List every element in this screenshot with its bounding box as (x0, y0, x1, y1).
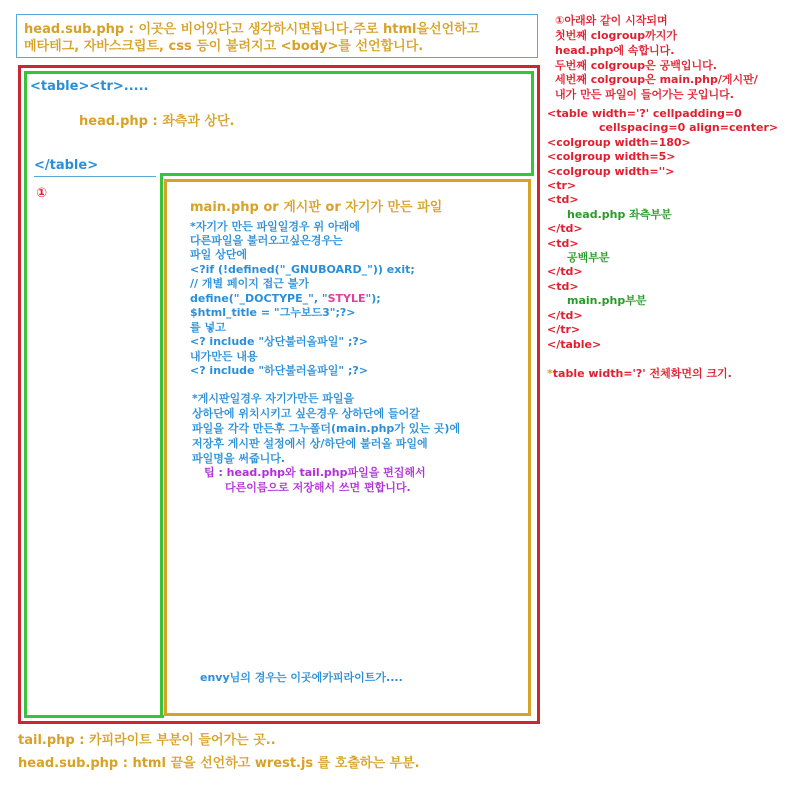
top-note-line-1: head.sub.php : 이곳은 비어있다고 생각하시면됩니다.주로 html을선언하고 (24, 22, 480, 37)
header-label: head.php : 좌측과 상단. (79, 114, 235, 129)
main-line: 다른파일을 불러오고싶은경우는 (190, 234, 343, 247)
header-marker: ① (36, 186, 48, 201)
code-line: 공백부분 (567, 251, 610, 264)
tail-note: tail.php : 카피라이트 부분이 들어가는 곳.. (18, 733, 276, 748)
define-suffix: "); (365, 292, 381, 305)
code-line: <colgroup width=''> (547, 165, 675, 178)
define-style: STYLE (327, 292, 366, 305)
board-line: 저장후 게시판 설정에서 상/하단에 불러올 파일에 (192, 437, 428, 450)
main-line: 를 넣고 (190, 321, 226, 334)
tip-line-1: 팁 : head.php와 tail.php파일을 편집해서 (204, 466, 426, 479)
code-line: <td> (547, 280, 579, 293)
header-close-tag: </table> (34, 158, 99, 173)
main-title: main.php or 게시판 or 자기가 만든 파일 (190, 200, 443, 215)
code-line: <td> (547, 237, 579, 250)
side-intro-line: 세번째 colgroup은 main.php/게시판/ (555, 73, 758, 86)
main-line: // 개별 페이지 접근 불가 (190, 277, 309, 290)
head-sub-end-note: head.sub.php : html 끝을 선언하고 wrest.js 를 호출하는 부분. (18, 756, 420, 771)
header-open-tag: <table><tr>..... (30, 79, 149, 94)
header-cell-bottom-border (160, 173, 534, 176)
board-line: 상하단에 위치시키고 싶은경우 상하단에 들어갈 (192, 407, 420, 420)
main-line: 내가만든 내용 (190, 350, 258, 363)
footnote-text: table width='?' 전체화면의 크기. (552, 367, 732, 380)
code-line: <colgroup width=180> (547, 136, 691, 149)
code-line: main.php부분 (567, 294, 647, 307)
code-line: <tr> (547, 179, 577, 192)
code-line: <table width='?' cellpadding=0 (547, 107, 742, 120)
main-line: *자기가 만든 파일일경우 위 아래에 (190, 220, 360, 233)
left-column-bottom-border (24, 715, 164, 718)
define-prefix: define("_DOCTYPE_", " (190, 292, 328, 305)
side-intro-line: ①아래와 같이 시작되며 (555, 14, 668, 27)
main-define-line (190, 293, 381, 304)
side-intro-line: head.php에 속합니다. (555, 44, 675, 57)
close-tag-underline (34, 176, 156, 177)
board-line: 파일을 각각 만든후 그누폴더(main.php가 있는 곳)에 (192, 422, 461, 435)
board-line: *게시판일경우 자기가만든 파일을 (192, 392, 355, 405)
side-intro-line: 내가 만든 파일이 들어가는 곳입니다. (555, 88, 734, 101)
code-line: head.php 좌측부분 (567, 208, 672, 221)
main-line: <?if (!defined("_GNUBOARD_")) exit; (190, 263, 415, 276)
tip-line-2: 다른이름으로 저장해서 쓰면 편합니다. (225, 481, 411, 494)
left-column-right-border (160, 173, 163, 718)
top-note-line-2: 메타테그, 자바스크립트, css 등이 불려지고 <body>를 선언합니다. (24, 39, 424, 54)
left-column-left-border (24, 173, 27, 718)
code-line: </table> (547, 338, 602, 351)
code-line: cellspacing=0 align=center> (599, 121, 779, 134)
code-line: </td> (547, 309, 583, 322)
code-line: </td> (547, 265, 583, 278)
side-intro-line: 두번째 colgroup은 공백입니다. (555, 59, 717, 72)
main-line: <? include "하단불러올파일" ;?> (190, 364, 368, 377)
side-intro-line: 첫번째 clogroup까지가 (555, 29, 677, 42)
code-line: </tr> (547, 323, 581, 336)
code-line: <td> (547, 193, 579, 206)
main-footer-note: envy님의 경우는 이곳에카피라이트가.... (200, 671, 403, 684)
main-line: $html_title = "그누보드3";?> (190, 306, 356, 319)
main-line: 파일 상단에 (190, 248, 247, 261)
code-line: </td> (547, 222, 583, 235)
footnote-star: * (547, 367, 553, 380)
board-line: 파일명을 써줍니다. (192, 452, 286, 465)
code-line: <colgroup width=5> (547, 150, 676, 163)
side-footnote (547, 368, 732, 379)
main-line: <? include "상단불러올파일" ;?> (190, 335, 368, 348)
